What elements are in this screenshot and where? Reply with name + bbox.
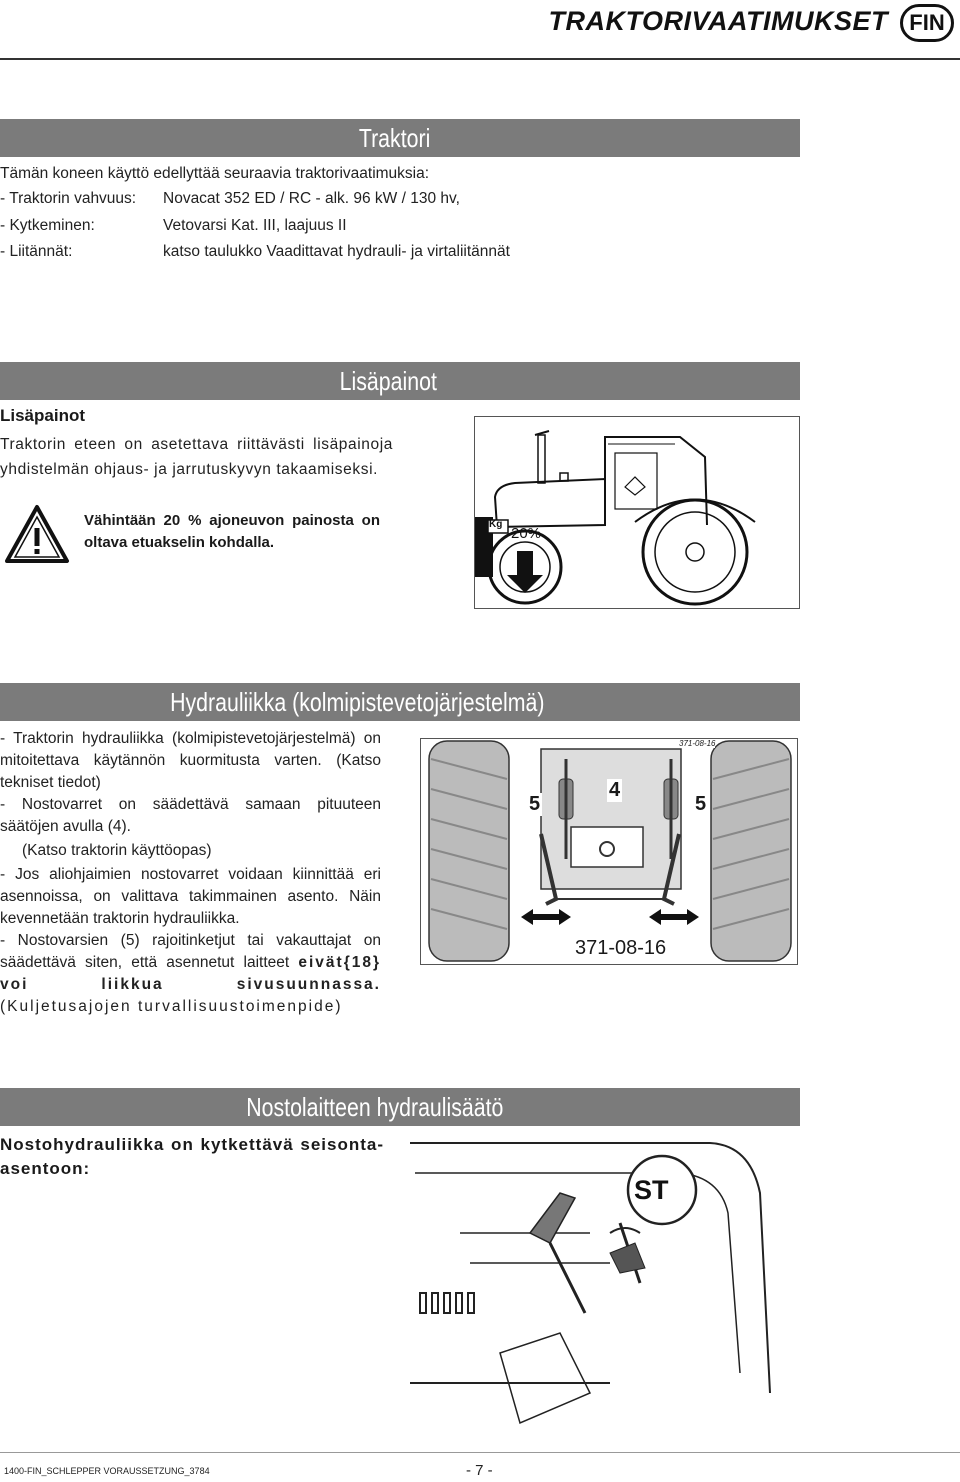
section-heading-lisapainot: Lisäpainot: [340, 365, 438, 396]
hydrauliikka-paragraph: - Nostovarret on säädettävä samaan pituuteen säätöjen avulla (4).: [0, 796, 381, 835]
hydrauliikka-paragraph: - Jos aliohjaimien nostovarret voidaan kiinnittää eri asennoissa, on valittava takimmainen asento. Näin kevennetään traktorin hydrauliikka.: [0, 866, 381, 927]
hydrauliikka-paragraph: - Traktorin hydrauliikka (kolmipistevetojärjestelmä) on mitoitettava käytännön kuormitusta varten. (Katso tekniset tiedot): [0, 730, 381, 791]
section-bar-nostolaite: [0, 1088, 800, 1126]
traktori-intro: Tämän koneen käyttö edellyttää seuraavia traktorivaatimuksia:: [0, 165, 430, 182]
page-number: - 7 -: [466, 1462, 493, 1479]
lisapainot-subheading: Lisäpainot: [0, 406, 86, 425]
figure-code-small: 371-08-16: [679, 739, 716, 748]
footer-divider: [0, 1452, 960, 1453]
section-bar-hydrauliikka: [0, 683, 800, 721]
tractor-weight-figure: [474, 416, 800, 609]
traktori-row-value: Vetovarsi Kat. III, laajuus II: [163, 217, 347, 234]
footer-code: 1400-FIN_SCHLEPPER VORAUSSETZUNG_3784: [4, 1466, 210, 1476]
linkage-figure: [420, 738, 798, 965]
callout-label: 5: [529, 793, 541, 815]
section-heading-traktori: Traktori: [358, 122, 431, 153]
section-heading-nostolaite: Nostolaitteen hydraulisäätö: [246, 1091, 504, 1122]
traktori-row-label: - Traktorin vahvuus:: [0, 190, 137, 207]
section-bar-lisapainot: [0, 362, 800, 400]
language-badge: FIN: [900, 4, 954, 42]
warning-icon: [4, 504, 70, 564]
section-heading-hydrauliikka: Hydrauliikka (kolmipistevetojärjestelmä): [170, 686, 545, 717]
cab-figure: [410, 1133, 800, 1448]
kg-label: Kg: [489, 519, 503, 530]
st-label: ST: [634, 1175, 669, 1205]
percent-label: 20%: [511, 525, 542, 542]
traktori-row-label: - Liitännät:: [0, 243, 73, 260]
p5-text: - Nostovarsien (5) rajoitinketjut tai vakauttajat on säädettävä siten, että asennetut laitteet: [0, 932, 381, 971]
header-divider: [0, 58, 960, 60]
traktori-row-value: Novacat 352 ED / RC - alk. 96 kW / 130 hv,: [163, 190, 460, 207]
document-title: TRAKTORIVAATIMUKSET: [548, 6, 888, 36]
hydrauliikka-paragraph-5: [0, 930, 381, 1018]
hydrauliikka-paragraph: (Katso traktorin käyttöopas): [22, 842, 212, 859]
figure-code-large: 371-08-16: [575, 937, 667, 959]
p5-emphasis: eivät{18} voi liikkua sivusuunnassa.: [0, 954, 381, 993]
p5-note: (Kuljetusajojen turvallisuustoimenpide): [0, 998, 343, 1015]
callout-label: 4: [609, 779, 621, 801]
lisapainot-body: Traktorin eteen on asetettava riittävästi lisäpainoja yhdistelmän ohjaus- ja jarrutuskyvyn takaamiseksi.: [0, 436, 393, 478]
traktori-row-value: katso taulukko Vaadittavat hydrauli- ja virtaliitännät: [163, 243, 510, 260]
traktori-row-label: - Kytkeminen:: [0, 217, 95, 234]
callout-label: 5: [695, 793, 707, 815]
nostolaite-body: Nostohydrauliikka on kytkettävä seisonta-asentoon:: [0, 1135, 384, 1178]
section-bar-traktori: [0, 119, 800, 157]
warning-text: Vähintään 20 % ajoneuvon painosta on oltava etuakselin kohdalla.: [84, 512, 380, 551]
